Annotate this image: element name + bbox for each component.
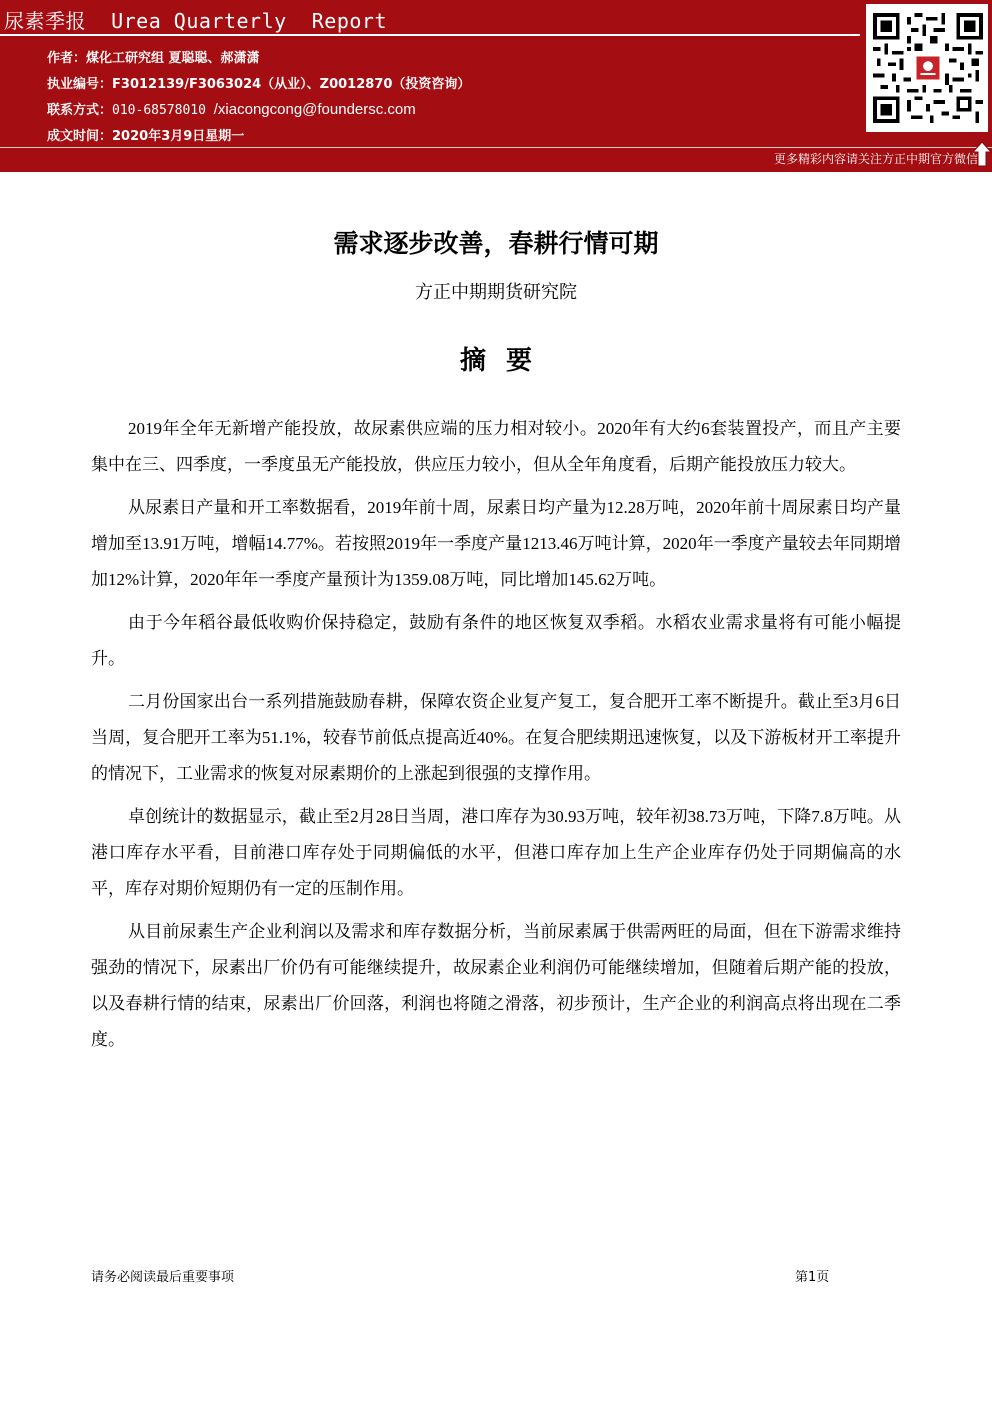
document-institute: 方正中期期货研究院 bbox=[415, 282, 577, 303]
page-number: 第1页 bbox=[795, 1270, 830, 1285]
report-header-banner bbox=[0, 0, 992, 172]
abstract-paragraph: 2019年全年无新增产能投放，故尿素供应端的压力相对较小。2020年有大约6套装置投产，而且产主要集中在三、四季度，一季度虽无产能投放，供应压力较小，但从全年角度看，后期产能投放压力较大。 bbox=[91, 419, 901, 474]
contact-phone: 010-68578010 bbox=[112, 103, 214, 118]
date-line bbox=[47, 125, 244, 144]
author-line bbox=[47, 47, 260, 66]
up-arrow-icon bbox=[972, 141, 992, 167]
abstract-paragraph: 从尿素日产量和开工率数据看，2019年前十周，尿素日均产量为12.28万吨，2020年前十周尿素日均产量增加至13.91万吨，增幅14.77%。若按照2019年一季度产量1213.46万吨计算，2020年一季度产量较去年同期增加12%计算，2020年年一季度产量预计为1359.08万吨，同比增加145.62万吨。 bbox=[91, 498, 901, 589]
contact-label: 联系方式： bbox=[47, 103, 113, 118]
wechat-follow-note: 更多精彩内容请关注方正中期官方微信 bbox=[773, 152, 978, 166]
license-line bbox=[47, 73, 470, 92]
license-value: F3012139/F3063024（从业）、Z0012870（投资咨询） bbox=[112, 77, 471, 92]
qr-code-icon bbox=[873, 10, 983, 126]
abstract-paragraph: 卓创统计的数据显示，截止至2月28日当周，港口库存为30.93万吨，较年初38.73万吨，下降7.8万吨。从港口库存水平看，目前港口库存处于同期偏低的水平，但港口库存加上生产企业库存仍处于同期偏高的水平，库存对期价短期仍有一定的压制作用。 bbox=[91, 807, 901, 898]
header-divider bbox=[0, 34, 860, 36]
author-value: 煤化工研究组 夏聪聪、郝潇潇 bbox=[86, 51, 260, 66]
contact-email[interactable]: /xiacongcong@foundersc.com bbox=[213, 101, 416, 118]
author-label: 作者： bbox=[47, 51, 87, 66]
date-value: 2020年3月9日星期一 bbox=[112, 129, 245, 144]
report-series-title: 尿素季报 Urea Quarterly Report bbox=[4, 9, 387, 33]
contact-line bbox=[47, 99, 416, 118]
footer-notice: 请务必阅读最后重要事项 bbox=[91, 1270, 235, 1285]
license-label: 执业编号： bbox=[47, 77, 113, 92]
abstract-paragraph: 从目前尿素生产企业利润以及需求和库存数据分析，当前尿素属于供需两旺的局面，但在下游需求维持强劲的情况下，尿素出厂价仍有可能继续提升，故尿素企业利润仍可能继续增加，但随着后期产能的投放，以及春耕行情的结束，尿素出厂价回落，利润也将随之滑落，初步预计，生产企业的利润高点将出现在二季度。 bbox=[91, 922, 901, 1049]
document-title: 需求逐步改善，春耕行情可期 bbox=[333, 229, 659, 258]
qr-code-panel[interactable] bbox=[866, 4, 988, 132]
header-bottom-line bbox=[0, 147, 992, 148]
date-label: 成文时间： bbox=[47, 129, 113, 144]
abstract-paragraph: 由于今年稻谷最低收购价保持稳定，鼓励有条件的地区恢复双季稻。水稻农业需求量将有可能小幅提升。 bbox=[91, 613, 901, 668]
abstract-body bbox=[91, 411, 901, 1065]
abstract-heading: 摘要 bbox=[459, 346, 552, 376]
abstract-paragraph: 二月份国家出台一系列措施鼓励春耕，保障农资企业复产复工，复合肥开工率不断提升。截止至3月6日当周，复合肥开工率为51.1%，较春节前低点提高近40%。在复合肥续期迅速恢复，以及下游板材开工率提升的情况下，工业需求的恢复对尿素期价的上涨起到很强的支撑作用。 bbox=[91, 692, 901, 783]
